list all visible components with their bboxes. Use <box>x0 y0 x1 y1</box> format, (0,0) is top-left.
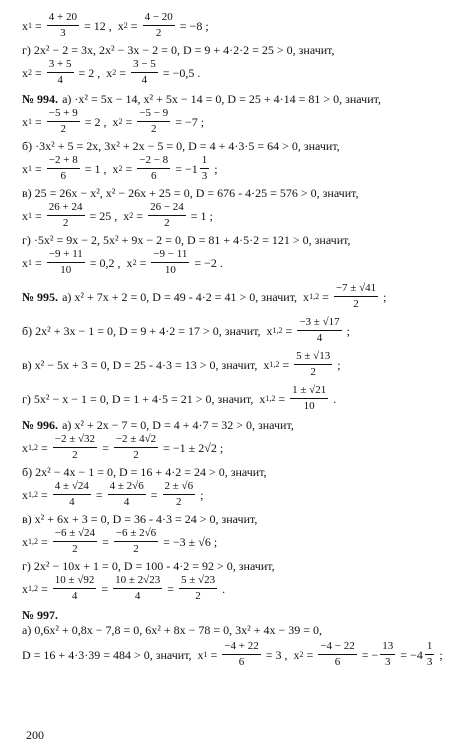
subscript: 1 <box>28 20 32 30</box>
fraction-denominator: 2 <box>72 543 78 555</box>
fraction-denominator: 4 <box>141 74 148 86</box>
fraction-denominator: 4 <box>123 496 130 508</box>
fraction <box>297 316 341 345</box>
fraction-numerator: 10 ± √92 <box>53 574 97 589</box>
math-line <box>22 186 458 200</box>
fraction-numerator: −5 − 9 <box>137 107 170 122</box>
math-text: x <box>22 65 28 80</box>
subscript: 1,2 <box>272 325 283 335</box>
subscript: 1,2 <box>309 291 320 301</box>
math-text: = <box>32 208 45 223</box>
math-text: ; <box>197 487 204 502</box>
math-text: = 1 , x <box>81 161 119 176</box>
fraction-denominator: 2 <box>150 123 157 135</box>
fraction-numerator: −2 − 8 <box>137 154 170 169</box>
subscript: 2 <box>28 67 32 77</box>
fraction-numerator: 4 + 20 <box>47 11 79 26</box>
page-number: 200 <box>26 728 44 742</box>
fraction <box>113 574 162 603</box>
math-text: = <box>38 534 51 549</box>
fraction <box>47 201 85 230</box>
fraction-numerator: 1 <box>200 154 210 169</box>
math-text: = <box>122 161 136 176</box>
fraction-numerator: 10 ± 2√23 <box>113 574 162 589</box>
math-text: б) ·3x² + 5 = 2x, 3x² + 2x − 5 = 0, D = 4 + 4·3·5 = 64 > 0, значит, <box>22 139 340 153</box>
fraction-denominator: 3 <box>426 656 433 668</box>
math-text: = <box>38 487 51 502</box>
math-text: = <box>99 534 112 549</box>
math-text: = <box>92 487 106 502</box>
fraction-denominator: 6 <box>150 170 157 182</box>
math-text: . <box>330 391 337 406</box>
fraction <box>137 154 170 183</box>
fraction <box>53 574 97 603</box>
fraction-denominator: 2 <box>133 449 139 461</box>
fraction-numerator: 4 − 20 <box>143 11 175 26</box>
subscript: 2 <box>118 116 123 126</box>
fraction-numerator: 3 − 5 <box>131 58 158 73</box>
math-line <box>22 316 458 345</box>
math-text: в) 25 = 26x − x², x² − 26x + 25 = 0, D = 676 - 4·25 = 576 > 0, значит, <box>22 186 359 200</box>
fraction-numerator: 5 ± √23 <box>179 574 217 589</box>
subscript: 2 <box>129 210 134 220</box>
fraction-numerator: −6 ± √24 <box>53 527 97 542</box>
fraction-numerator: 13 <box>380 640 395 655</box>
math-text: = 25 , x <box>86 208 130 223</box>
math-text: = −2 . <box>191 255 223 270</box>
math-text: ; <box>211 161 218 176</box>
math-text: x <box>22 114 28 129</box>
fraction-numerator: 2 ± √6 <box>163 480 196 495</box>
fraction <box>294 350 332 379</box>
textbook-page <box>22 10 458 669</box>
math-text: = <box>38 581 51 596</box>
math-text: . <box>219 581 226 596</box>
fraction <box>380 640 395 669</box>
math-text: ; <box>436 647 443 662</box>
fraction-numerator: −3 ± √17 <box>297 316 341 331</box>
math-line <box>22 418 458 432</box>
math-line <box>22 384 458 413</box>
fraction-denominator: 4 <box>69 496 75 508</box>
math-line <box>22 154 458 183</box>
fraction-denominator: 6 <box>334 656 341 668</box>
math-text: x <box>22 208 28 223</box>
fraction <box>200 154 210 183</box>
math-text: = 12 , x <box>81 18 124 33</box>
fraction <box>47 11 79 40</box>
fraction-denominator: 2 <box>133 543 139 555</box>
math-text: = −1 <box>172 161 198 176</box>
fraction <box>108 480 146 509</box>
math-text: = <box>98 581 112 596</box>
math-line <box>22 608 458 622</box>
fraction <box>318 640 356 669</box>
math-text: = <box>99 440 112 455</box>
fraction-numerator: 26 − 24 <box>148 201 186 216</box>
fraction-denominator: 4 <box>71 590 78 602</box>
math-line <box>22 139 458 153</box>
math-line <box>22 107 458 136</box>
subscript: 1,2 <box>28 536 38 546</box>
fraction-denominator: 10 <box>60 264 72 276</box>
math-text: ; <box>334 357 341 372</box>
fraction-numerator: 5 ± √13 <box>294 350 332 365</box>
math-text: = <box>32 65 45 80</box>
subscript: 1,2 <box>265 393 276 403</box>
math-line <box>22 480 458 509</box>
fraction <box>47 58 74 87</box>
math-line <box>22 201 458 230</box>
math-text: = <box>32 18 45 33</box>
math-line <box>22 58 458 87</box>
math-text: = <box>38 440 51 455</box>
fraction-denominator: 3 <box>201 170 208 182</box>
math-text: ; <box>343 323 350 338</box>
fraction-numerator: 1 ± √21 <box>290 384 328 399</box>
math-text: = <box>32 255 45 270</box>
fraction-denominator: 2 <box>353 298 359 310</box>
math-text: а) ·x² = 5x − 14, x² + 5x − 14 = 0, D = 25 + 4·14 = 81 > 0, значит, <box>62 92 381 106</box>
fraction-denominator: 2 <box>310 366 316 378</box>
math-text: г) ·5x² = 9x − 2, 5x² + 9x − 2 = 0, D = 81 + 4·5·2 = 121 > 0, значит, <box>22 233 351 247</box>
fraction-denominator: 3 <box>385 656 391 668</box>
fraction-denominator: 6 <box>60 170 66 182</box>
math-text: в) x² + 6x + 3 = 0, D = 36 - 4·3 = 24 > 0, значит, <box>22 512 258 526</box>
fraction <box>53 433 97 462</box>
math-text: x <box>22 18 28 33</box>
math-text: = 1 ; <box>187 208 213 223</box>
math-text: б) 2x² + 3x − 1 = 0, D = 9 + 4·2 = 17 > 0, значит, x <box>22 323 273 338</box>
math-text: x <box>22 581 28 596</box>
math-text: = <box>136 255 150 270</box>
math-text: = <box>282 323 296 338</box>
subscript: 2 <box>123 20 128 30</box>
fraction-numerator: −2 + 8 <box>47 154 80 169</box>
fraction <box>47 154 80 183</box>
math-text: = − <box>358 647 379 662</box>
math-text: г) 5x² − x − 1 = 0, D = 1 + 4·5 = 21 > 0, значит, x <box>22 391 266 406</box>
subscript: 1 <box>28 210 32 220</box>
math-line <box>22 465 458 479</box>
math-text: = <box>319 289 332 304</box>
math-text: = 0,2 , x <box>86 255 133 270</box>
fraction-numerator: −7 ± √41 <box>334 282 378 297</box>
math-line <box>22 282 458 311</box>
fraction-numerator: −4 − 22 <box>318 640 356 655</box>
fraction-numerator: −9 + 11 <box>47 248 85 263</box>
exercise-number: № 997. <box>22 608 59 622</box>
fraction-numerator: −5 + 9 <box>47 107 80 122</box>
subscript: 2 <box>299 649 304 659</box>
fraction <box>131 58 158 87</box>
subscript: 2 <box>118 163 123 173</box>
math-text: = <box>207 647 221 662</box>
math-text: = <box>303 647 317 662</box>
subscript: 1 <box>203 649 208 659</box>
math-text: г) 2x² − 2 = 3x, 2x² − 3x − 2 = 0, D = 9 + 4·2·2 = 25 > 0, значит, <box>22 43 335 57</box>
fraction <box>425 640 435 669</box>
fraction-denominator: 2 <box>176 496 182 508</box>
math-text: D = 16 + 4·3·39 = 484 > 0, значит, x <box>22 647 204 662</box>
fraction <box>47 107 80 136</box>
subscript: 1,2 <box>269 359 280 369</box>
math-text: = 3 , x <box>262 647 300 662</box>
fraction <box>137 107 170 136</box>
subscript: 1 <box>28 163 32 173</box>
fraction-denominator: 2 <box>155 27 162 39</box>
fraction-denominator: 10 <box>164 264 176 276</box>
math-line <box>22 92 458 106</box>
fraction <box>151 248 189 277</box>
math-text: = −7 ; <box>172 114 205 129</box>
fraction <box>114 527 158 556</box>
math-text: x <box>22 487 28 502</box>
math-line <box>22 527 458 556</box>
fraction-denominator: 10 <box>303 400 315 412</box>
math-text: в) x² − 5x + 3 = 0, D = 25 - 4·3 = 13 > 0, значит, x <box>22 357 270 372</box>
fraction-denominator: 2 <box>60 123 66 135</box>
math-text: = <box>116 65 130 80</box>
math-text: = <box>32 114 45 129</box>
math-text: = −4 <box>397 647 423 662</box>
math-text: x <box>22 440 28 455</box>
math-line <box>22 559 458 573</box>
subscript: 2 <box>112 67 117 77</box>
math-text: б) 2x² − 4x − 1 = 0, D = 16 + 4·2 = 24 > 0, значит, <box>22 465 267 479</box>
exercise-number: № 995. <box>22 289 59 304</box>
subscript: 1 <box>28 257 32 267</box>
math-text: = −0,5 . <box>159 65 201 80</box>
exercise-number: № 994. <box>22 92 59 106</box>
fraction <box>222 640 260 669</box>
math-line <box>22 233 458 247</box>
fraction-denominator: 2 <box>195 590 201 602</box>
math-text: = −8 ; <box>176 18 209 33</box>
fraction <box>179 574 217 603</box>
math-line <box>22 433 458 462</box>
fraction-numerator: −9 − 11 <box>151 248 189 263</box>
fraction <box>148 201 186 230</box>
fraction-denominator: 3 <box>60 27 66 39</box>
math-line <box>22 623 458 637</box>
math-text: = −1 ± 2√2 ; <box>160 440 224 455</box>
math-line <box>22 43 458 57</box>
fraction-denominator: 2 <box>62 217 69 229</box>
fraction <box>53 480 91 509</box>
fraction <box>53 527 97 556</box>
fraction-denominator: 4 <box>134 590 141 602</box>
math-text: = <box>32 161 45 176</box>
subscript: 1,2 <box>28 442 38 452</box>
fraction-numerator: 4 ± √24 <box>53 480 91 495</box>
math-text: а) x² + 7x + 2 = 0, D = 49 - 4·2 = 41 > 0, значит, x <box>62 289 310 304</box>
math-text: = <box>164 581 177 596</box>
fraction-numerator: −2 ± 4√2 <box>114 433 158 448</box>
math-line <box>22 350 458 379</box>
math-text: ; <box>380 289 387 304</box>
fraction-denominator: 2 <box>164 217 170 229</box>
math-text: = <box>133 208 147 223</box>
fraction-numerator: 3 + 5 <box>47 58 74 73</box>
math-line <box>22 640 458 669</box>
fraction <box>143 11 175 40</box>
subscript: 1,2 <box>28 489 38 499</box>
exercise-number: № 996. <box>22 418 59 432</box>
math-text: x <box>22 255 28 270</box>
math-text: = 2 , x <box>81 114 119 129</box>
math-line <box>22 512 458 526</box>
fraction-numerator: 1 <box>425 640 435 655</box>
math-text: = <box>122 114 136 129</box>
math-text: x <box>22 534 28 549</box>
math-text: = <box>279 357 293 372</box>
fraction <box>290 384 328 413</box>
fraction-numerator: 4 ± 2√6 <box>108 480 146 495</box>
math-line <box>22 248 458 277</box>
math-text: = <box>127 18 141 33</box>
math-line <box>22 574 458 603</box>
math-text: = <box>147 487 161 502</box>
fraction <box>334 282 378 311</box>
math-text: = −3 ± √6 ; <box>160 534 218 549</box>
subscript: 1,2 <box>28 583 38 593</box>
subscript: 1 <box>28 116 32 126</box>
math-text: = 2 , x <box>75 65 113 80</box>
math-text: г) 2x² − 10x + 1 = 0, D = 100 - 4·2 = 92 > 0, значит, <box>22 559 275 573</box>
fraction-denominator: 2 <box>72 449 78 461</box>
math-text: а) x² + 2x − 7 = 0, D = 4 + 4·7 = 32 > 0, значит, <box>62 418 294 432</box>
math-text: x <box>22 161 28 176</box>
fraction-denominator: 4 <box>316 332 323 344</box>
fraction <box>47 248 85 277</box>
fraction-denominator: 6 <box>238 656 245 668</box>
fraction-denominator: 4 <box>57 74 63 86</box>
fraction <box>114 433 158 462</box>
math-text: = <box>275 391 289 406</box>
fraction-numerator: −6 ± 2√6 <box>114 527 158 542</box>
math-line <box>22 11 458 40</box>
fraction-numerator: −4 + 22 <box>222 640 260 655</box>
fraction <box>163 480 196 509</box>
math-text: а) 0,6x² + 0,8x − 7,8 = 0, 6x² + 8x − 78 = 0, 3x² + 4x − 39 = 0, <box>22 623 323 637</box>
fraction-numerator: 26 + 24 <box>47 201 85 216</box>
subscript: 2 <box>132 257 137 267</box>
fraction-numerator: −2 ± √32 <box>53 433 97 448</box>
